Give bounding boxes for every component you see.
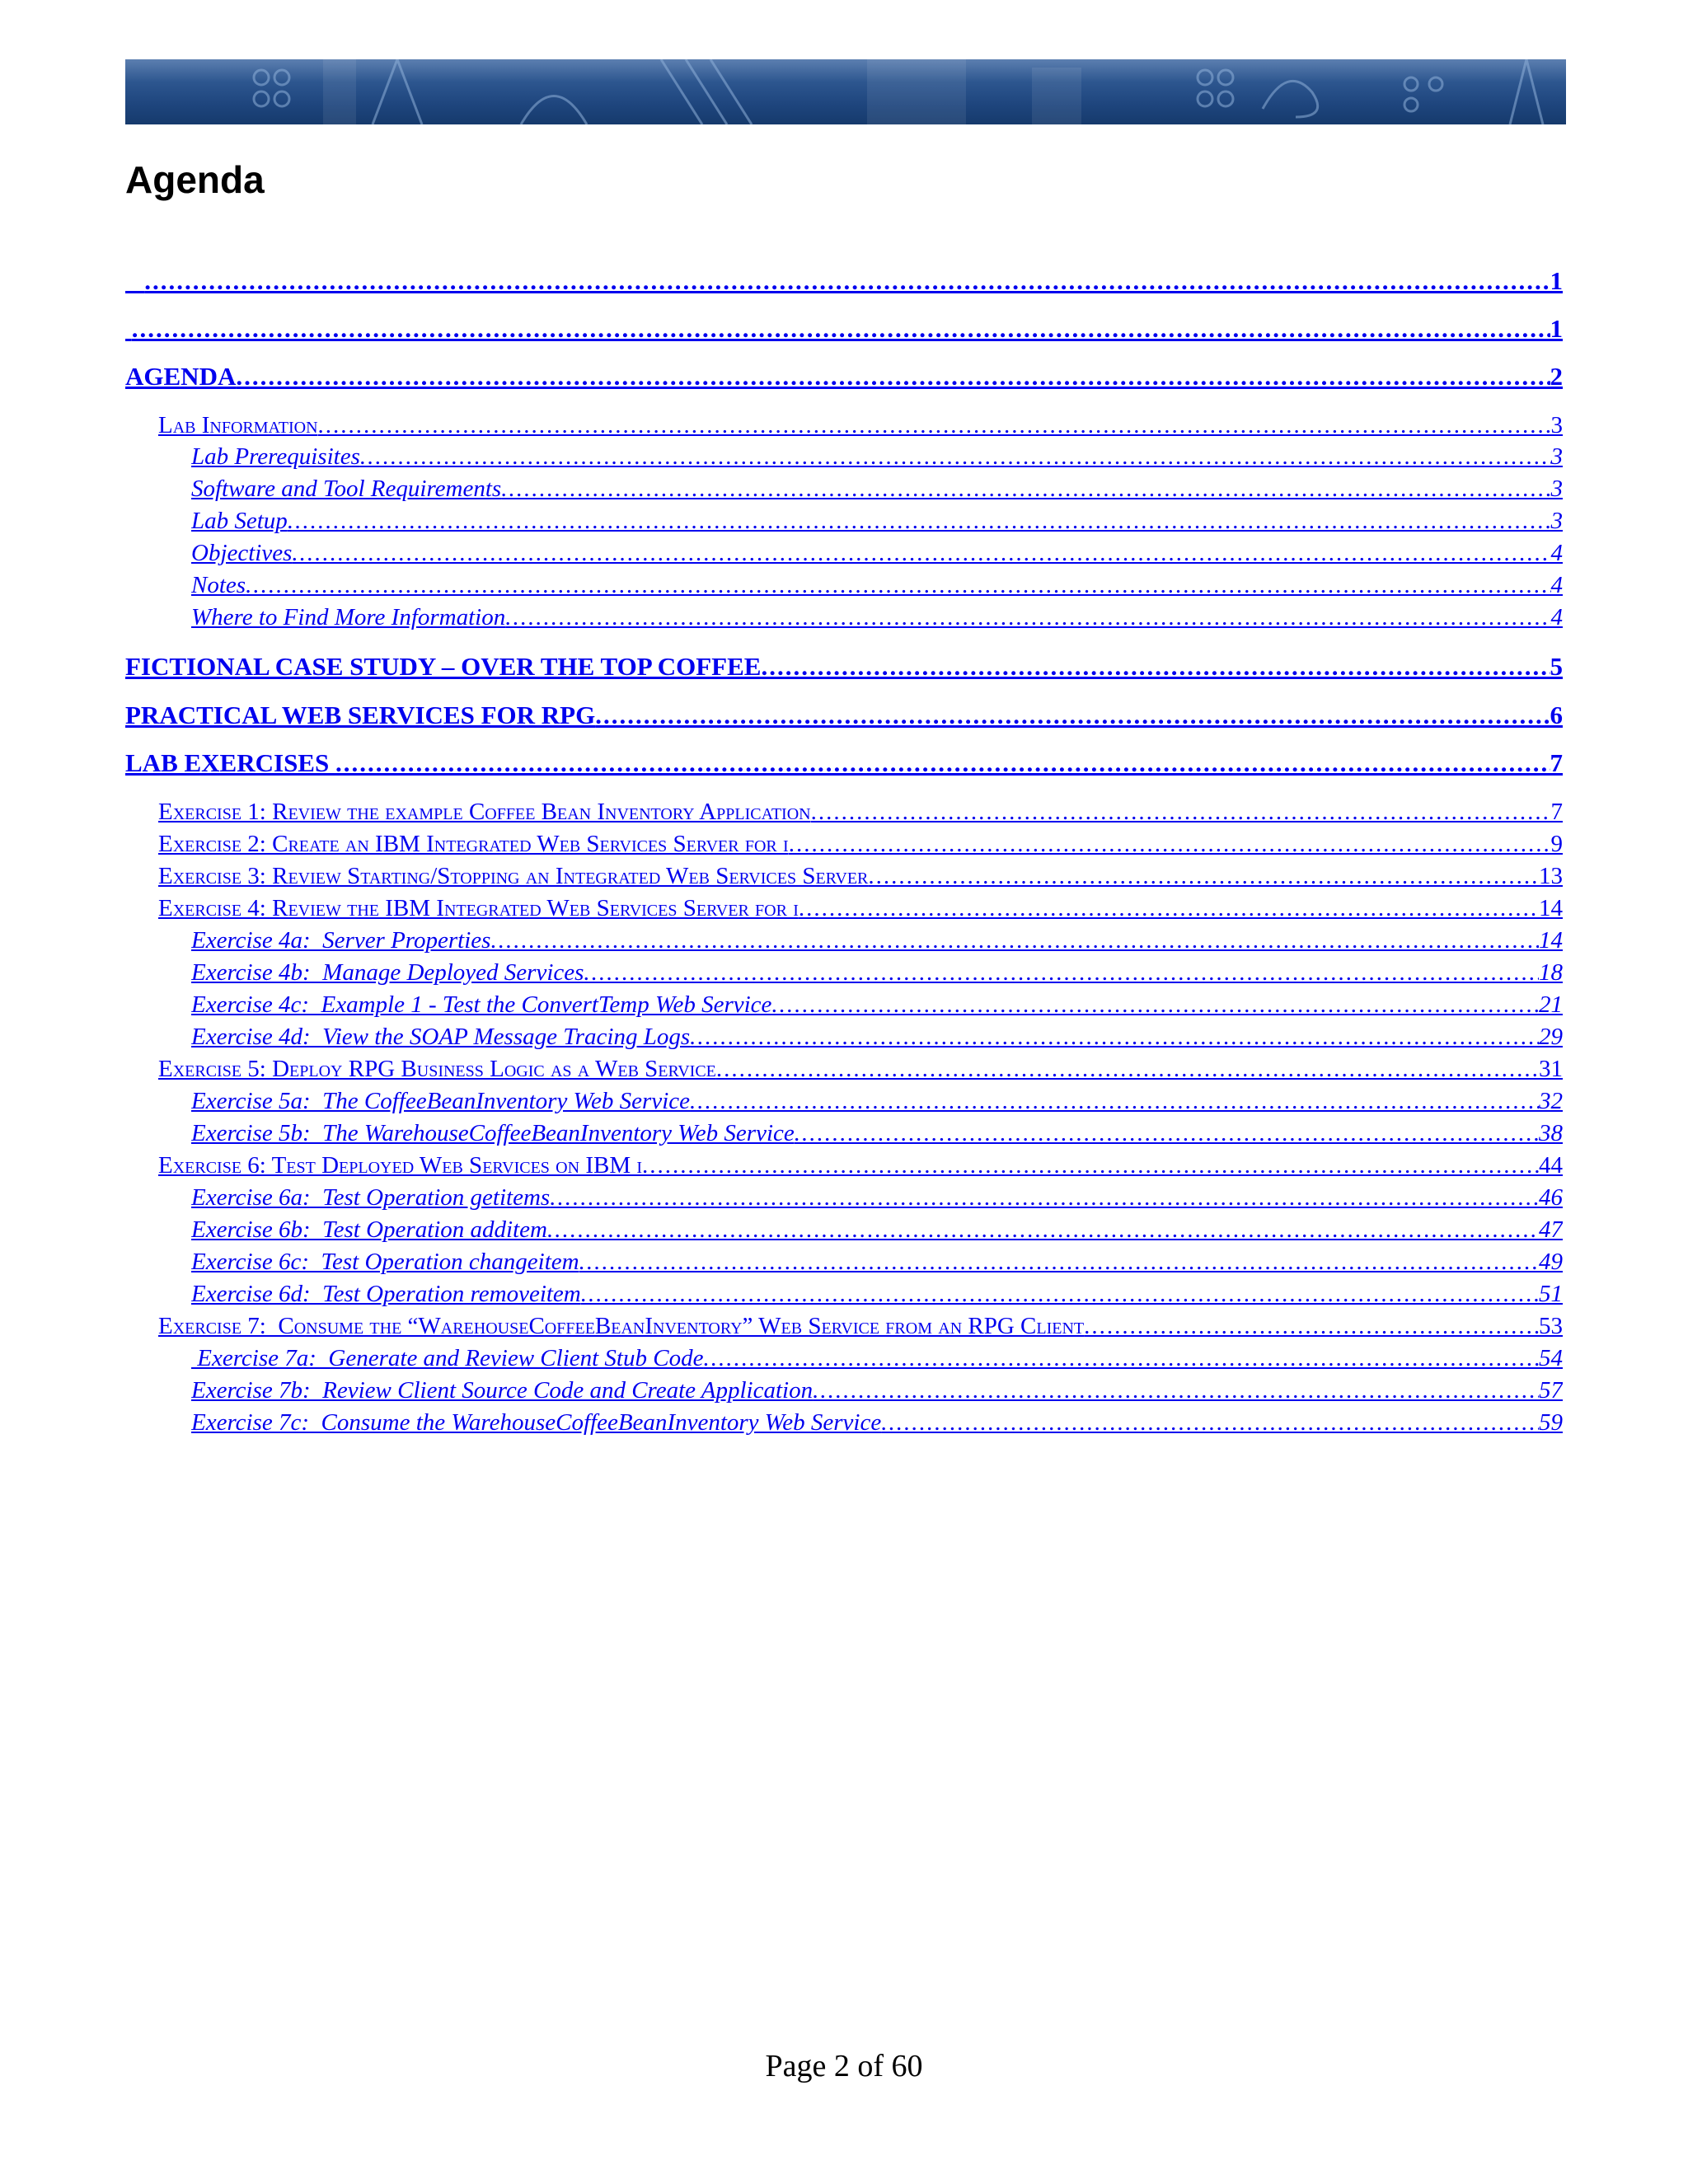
- toc-dot-leader: [547, 1216, 1539, 1244]
- toc-entry[interactable]: [191, 1120, 1563, 1147]
- toc-entry[interactable]: [191, 1249, 1563, 1276]
- toc-dot-leader: [584, 959, 1539, 987]
- toc-entry-label: Exercise 4b: Manage Deployed Services: [191, 959, 584, 986]
- toc-entry-label: [125, 314, 132, 344]
- toc-entry[interactable]: [158, 1152, 1563, 1179]
- toc-dot-leader: [246, 572, 1550, 599]
- toc-entry-label: [125, 266, 144, 296]
- toc-entry-page: 31: [1539, 1056, 1563, 1082]
- toc-entry-label: Exercise 7c: Consume the WarehouseCoffeeBeanInventory Web Service: [191, 1409, 882, 1436]
- toc-entry[interactable]: [158, 1313, 1563, 1340]
- banner-pattern: [125, 59, 1566, 124]
- toc-entry[interactable]: [191, 991, 1563, 1019]
- toc-dot-leader: [595, 701, 1550, 730]
- toc-entry[interactable]: [158, 412, 1563, 439]
- toc-entry-page: 3: [1550, 443, 1563, 470]
- page-title: Agenda: [125, 158, 265, 201]
- toc-entry[interactable]: [191, 1345, 1563, 1372]
- toc-entry-page: 49: [1539, 1249, 1563, 1275]
- toc-entry-label: Exercise 5b: The WarehouseCoffeeBeanInventory Web Service: [191, 1120, 795, 1146]
- toc-entry-page: 3: [1550, 412, 1563, 438]
- toc-entry-page: 14: [1539, 927, 1563, 954]
- toc-entry-label: Objectives: [191, 540, 293, 566]
- toc-entry-page: 59: [1539, 1409, 1563, 1436]
- toc-entry-label: Exercise 6d: Test Operation removeitem: [191, 1281, 581, 1307]
- toc-entry[interactable]: [191, 540, 1563, 567]
- toc-entry-page: 6: [1550, 701, 1563, 729]
- toc-dot-leader: [505, 604, 1550, 631]
- toc-entry-page: 4: [1550, 540, 1563, 566]
- toc-entry-page: 44: [1539, 1152, 1563, 1179]
- toc-dot-leader: [490, 927, 1539, 954]
- toc-dot-leader: [813, 1377, 1539, 1404]
- toc-dot-leader: [1084, 1313, 1539, 1340]
- toc-entry-label: Lab Information: [158, 412, 318, 438]
- toc-entry[interactable]: [125, 314, 1563, 344]
- toc-dot-leader: [716, 1056, 1539, 1083]
- toc-entry[interactable]: [125, 748, 1563, 778]
- toc-entry[interactable]: [158, 799, 1563, 826]
- toc-dot-leader: [690, 1088, 1539, 1115]
- toc-entry-label: Exercise 4a: Server Properties: [191, 927, 491, 954]
- toc-dot-leader: [789, 831, 1551, 858]
- toc-entry-label: PRACTICAL WEB SERVICES FOR RPG: [125, 701, 596, 729]
- toc-dot-leader: [318, 412, 1551, 439]
- toc-entry[interactable]: [158, 831, 1563, 858]
- toc-entry-label: Exercise 7: Consume the “WarehouseCoffeeBeanInventory” Web Service from an RPG Client: [158, 1313, 1085, 1339]
- toc-dot-leader: [335, 748, 1550, 778]
- toc-entry-label: Exercise 7a: Generate and Review Client Stub Code: [191, 1345, 704, 1371]
- toc-entry[interactable]: [125, 701, 1563, 730]
- toc-entry[interactable]: [125, 266, 1563, 296]
- toc-entry-label: Exercise 6c: Test Operation changeitem: [191, 1249, 579, 1275]
- toc-entry-page: 14: [1539, 895, 1563, 921]
- toc-dot-leader: [881, 1409, 1539, 1436]
- toc-entry-label: Exercise 3: Review Starting/Stopping an Integrated Web Services Server: [158, 863, 869, 889]
- toc-dot-leader: [550, 1184, 1539, 1212]
- toc-dot-leader: [703, 1345, 1539, 1372]
- toc-dot-leader: [292, 540, 1550, 567]
- toc-entry-label: LAB EXERCISES: [125, 748, 335, 777]
- toc-entry[interactable]: [125, 362, 1563, 391]
- toc-entry-page: 54: [1539, 1345, 1563, 1371]
- toc-entry-page: 46: [1539, 1184, 1563, 1211]
- toc-entry-page: 29: [1539, 1024, 1563, 1050]
- toc-entry[interactable]: [191, 572, 1563, 599]
- toc-dot-leader: [581, 1281, 1539, 1308]
- toc-dot-leader: [236, 362, 1550, 391]
- toc-dot-leader: [799, 895, 1539, 922]
- toc-dot-leader: [144, 266, 1550, 296]
- toc-entry-label: Exercise 4c: Example 1 - Test the ConvertTemp Web Service: [191, 991, 772, 1018]
- toc-entry[interactable]: [191, 1024, 1563, 1051]
- toc-dot-leader: [868, 863, 1539, 890]
- toc-entry-label: Notes: [191, 572, 246, 598]
- toc-dot-leader: [795, 1120, 1539, 1147]
- toc-entry-page: 2: [1550, 362, 1563, 391]
- toc-entry[interactable]: [125, 652, 1563, 682]
- toc-entry-label: Exercise 5a: The CoffeeBeanInventory Web Service: [191, 1088, 691, 1114]
- toc-entry-page: 7: [1550, 748, 1563, 777]
- toc-entry-label: Exercise 6a: Test Operation getitems: [191, 1184, 551, 1211]
- toc-dot-leader: [288, 508, 1551, 535]
- toc-entry[interactable]: [191, 927, 1563, 954]
- toc-entry[interactable]: [191, 1088, 1563, 1115]
- toc-entry-label: Lab Setup: [191, 508, 288, 534]
- toc-entry-page: 1: [1550, 266, 1563, 295]
- toc-entry-label: Exercise 2: Create an IBM Integrated Web Services Server for i: [158, 831, 789, 857]
- toc-entry-page: 7: [1550, 799, 1563, 825]
- toc-entry-page: 57: [1539, 1377, 1563, 1404]
- toc-entry-label: Exercise 5: Deploy RPG Business Logic as a Web Service: [158, 1056, 716, 1082]
- toc-entry-page: 4: [1550, 604, 1563, 630]
- toc-dot-leader: [642, 1152, 1539, 1179]
- toc-dot-leader: [132, 314, 1550, 344]
- toc-entry-page: 1: [1550, 314, 1563, 343]
- toc-dot-leader: [360, 443, 1551, 471]
- header-banner-image: [125, 59, 1566, 124]
- toc-entry-label: FICTIONAL CASE STUDY – OVER THE TOP COFFEE: [125, 652, 762, 681]
- toc-entry-page: 13: [1539, 863, 1563, 889]
- toc-dot-leader: [761, 652, 1550, 682]
- toc-entry[interactable]: [158, 895, 1563, 922]
- toc-entry-label: Where to Find More Information: [191, 604, 506, 630]
- toc-entry-label: Exercise 4: Review the IBM Integrated Web Services Server for i: [158, 895, 799, 921]
- toc-dot-leader: [811, 799, 1551, 826]
- toc-entry[interactable]: [191, 1216, 1563, 1244]
- toc-entry-label: Software and Tool Requirements: [191, 476, 502, 502]
- toc-entry[interactable]: [191, 1409, 1563, 1436]
- toc-entry-page: 3: [1550, 476, 1563, 502]
- toc-entry-label: Lab Prerequisites: [191, 443, 360, 470]
- toc-dot-leader: [690, 1024, 1539, 1051]
- toc-entry-label: AGENDA: [125, 362, 237, 391]
- toc-entry[interactable]: [191, 443, 1563, 471]
- toc-dot-leader: [579, 1249, 1539, 1276]
- toc-entry[interactable]: [158, 863, 1563, 890]
- toc-entry-label: Exercise 1: Review the example Coffee Bean Inventory Application: [158, 799, 811, 825]
- toc-entry-page: 9: [1550, 831, 1563, 857]
- toc-entry-label: Exercise 4d: View the SOAP Message Tracing Logs: [191, 1024, 691, 1050]
- toc-entry[interactable]: [191, 1377, 1563, 1404]
- toc-entry-page: 51: [1539, 1281, 1563, 1307]
- toc-entry-page: 32: [1539, 1088, 1563, 1114]
- toc-entry-page: 5: [1550, 652, 1563, 681]
- toc-entry-label: Exercise 6: Test Deployed Web Services on IBM i: [158, 1152, 643, 1179]
- page-number: Page 2 of 60: [765, 2049, 923, 2083]
- toc-entry-page: 53: [1539, 1313, 1563, 1339]
- toc-entry[interactable]: [191, 476, 1563, 503]
- toc-entry[interactable]: [191, 959, 1563, 987]
- toc-entry-page: 21: [1539, 991, 1563, 1018]
- toc-entry[interactable]: [158, 1056, 1563, 1083]
- toc-entry-page: 18: [1539, 959, 1563, 986]
- toc-entry[interactable]: [191, 1184, 1563, 1212]
- toc-dot-leader: [771, 991, 1539, 1019]
- toc-dot-leader: [501, 476, 1550, 503]
- toc-entry-page: 4: [1550, 572, 1563, 598]
- toc-entry[interactable]: [191, 604, 1563, 631]
- toc-entry-label: Exercise 6b: Test Operation additem: [191, 1216, 547, 1243]
- toc-entry[interactable]: [191, 508, 1563, 535]
- toc-entry[interactable]: [191, 1281, 1563, 1308]
- toc-entry-page: 38: [1539, 1120, 1563, 1146]
- toc-entry-page: 3: [1550, 508, 1563, 534]
- toc-entry-label: Exercise 7b: Review Client Source Code and Create Application: [191, 1377, 814, 1404]
- toc-entry-page: 47: [1539, 1216, 1563, 1243]
